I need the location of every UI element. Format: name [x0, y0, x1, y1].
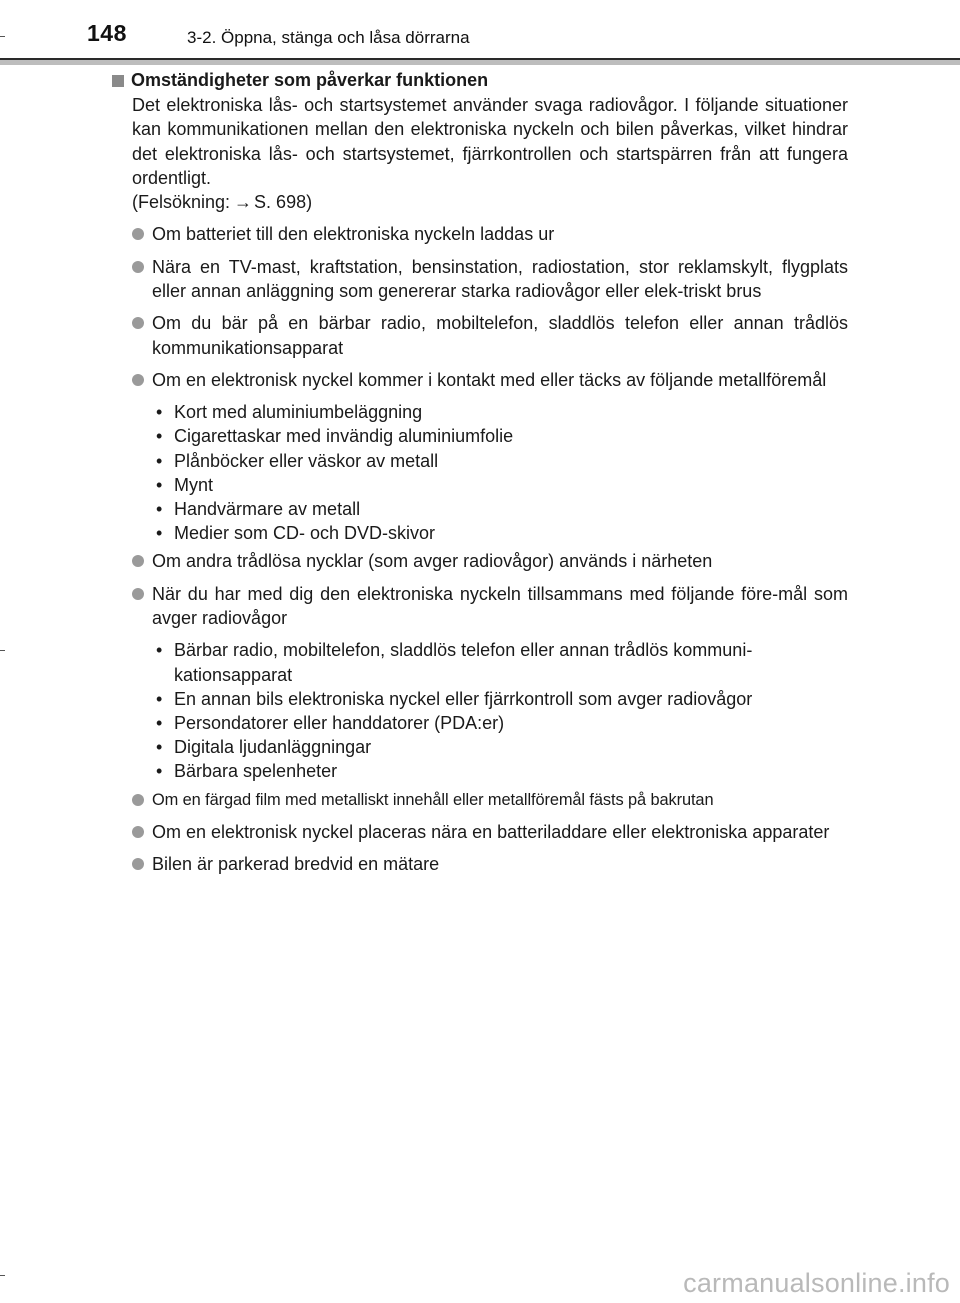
page-header [0, 0, 960, 58]
round-bullet-icon [130, 311, 152, 360]
sub-list-item-text: Cigarettaskar med invändig aluminiumfolie [174, 426, 514, 447]
sub-bullet-icon: • [156, 523, 163, 544]
round-bullet-icon [130, 368, 152, 392]
sub-list-item-text: Plånböcker eller väskor av metall [174, 450, 439, 471]
sub-list-item [154, 400, 848, 424]
sub-bullet-icon: • [156, 426, 163, 447]
list-item-text: Om en färgad film med metalliskt innehåll eller metallföremål fästs på bakrutan [152, 790, 714, 809]
sub-list-item [154, 687, 848, 711]
section-heading [112, 70, 848, 91]
list-item [112, 255, 848, 304]
sub-bullet-icon: • [156, 640, 163, 661]
square-bullet-icon [112, 75, 124, 87]
sub-bullet-icon: • [156, 402, 163, 423]
sub-list-item-text: Medier som CD- och DVD-skivor [174, 523, 436, 544]
sub-list-item-text: Persondatorer eller handdatorer (PDA:er) [174, 712, 505, 733]
sub-list-item [154, 449, 848, 473]
intro-text: Det elektroniska lås- och startsystemet använder svaga radiovågor. I följande situationer kan kommunikationen mellan den elektroniska nyckeln och bilen påverkas, vilket hindrar det elektroniska lås- och startsystemet, fjärrkontrollen och startspärren från att fungera ordentligt. [132, 95, 848, 188]
section-heading-text: Omständigheter som påverkar funktionen [131, 70, 489, 90]
round-bullet-icon [130, 852, 152, 876]
list-item-text: Om en elektronisk nyckel placeras nära en batteriladdare eller elektroniska apparater [152, 821, 830, 842]
sub-list-item-text: Handvärmare av metall [174, 499, 361, 520]
page-reference-link[interactable]: S. 698) [254, 192, 313, 213]
sub-list-item-text: Digitala ljudanläggningar [174, 737, 372, 758]
sub-bullet-icon: • [156, 474, 163, 495]
bullet-list [112, 222, 848, 876]
arrow-icon: → [234, 192, 253, 213]
watermark: carmanualsonline.info [683, 1268, 950, 1298]
sub-list-item [154, 473, 848, 497]
chapter-title: 3-2. Öppna, stänga och låsa dörrarna [187, 28, 470, 47]
sub-list-item [154, 521, 848, 545]
list-item [112, 852, 848, 876]
list-item-text: Om batteriet till den elektroniska nyckeln laddas ur [152, 224, 555, 245]
list-item [112, 820, 848, 844]
header-rule [0, 58, 960, 65]
round-bullet-icon [130, 820, 152, 844]
page-number: 148 [87, 20, 127, 46]
crop-mark [0, 36, 5, 37]
sub-list-item-text: En annan bils elektroniska nyckel eller fjärrkontroll som avger radiovågor [174, 688, 753, 709]
crop-mark [0, 650, 5, 651]
list-item [112, 788, 848, 812]
sub-list-item [154, 497, 848, 521]
list-item-text: Nära en TV-mast, kraftstation, bensinstation, radiostation, stor reklamskylt, flygplats eller annan anläggning som genererar starka radiovågor eller elek-triskt brus [152, 256, 848, 302]
round-bullet-icon [130, 255, 152, 304]
sub-list-item [154, 735, 848, 759]
list-item-text: Om du bär på en bärbar radio, mobiltelefon, sladdlös telefon eller annan trådlös kommunikationsapparat [152, 313, 848, 358]
list-item [112, 311, 848, 360]
sub-list-item [154, 638, 848, 686]
sub-bullet-icon: • [156, 761, 163, 782]
page-content [112, 70, 848, 876]
sub-bullet-icon: • [156, 712, 163, 733]
list-item [112, 549, 848, 573]
sub-list [154, 638, 848, 783]
reference-prefix: (Felsökning: [132, 192, 231, 213]
sub-list-item [154, 759, 848, 783]
sub-list [154, 400, 848, 545]
sub-list-item-text: Mynt [174, 474, 214, 495]
round-bullet-icon [130, 582, 152, 631]
list-item [112, 368, 848, 392]
sub-bullet-icon: • [156, 688, 163, 709]
list-item-text: Om en elektronisk nyckel kommer i kontakt med eller täcks av följande metallföremål [152, 369, 827, 390]
sub-list-item [154, 424, 848, 448]
list-item-text: Bilen är parkerad bredvid en mätare [152, 854, 440, 875]
list-item [112, 582, 848, 631]
list-item-text: När du har med dig den elektroniska nyckeln tillsammans med följande före-mål som avger radiovågor [152, 583, 848, 629]
round-bullet-icon [130, 549, 152, 573]
sub-list-item-text: Bärbar radio, mobiltelefon, sladdlös telefon eller annan trådlös kommuni-kationsapparat [174, 640, 753, 685]
sub-bullet-icon: • [156, 737, 163, 758]
crop-mark [0, 1275, 5, 1276]
intro-paragraph [132, 93, 848, 214]
sub-bullet-icon: • [156, 499, 163, 520]
list-item [112, 222, 848, 246]
sub-list-item-text: Kort med aluminiumbeläggning [174, 402, 423, 423]
round-bullet-icon [130, 788, 152, 812]
sub-list-item [154, 711, 848, 735]
round-bullet-icon [130, 222, 152, 246]
sub-bullet-icon: • [156, 450, 163, 471]
sub-list-item-text: Bärbara spelenheter [174, 761, 338, 782]
list-item-text: Om andra trådlösa nycklar (som avger radiovågor) används i närheten [152, 551, 713, 572]
